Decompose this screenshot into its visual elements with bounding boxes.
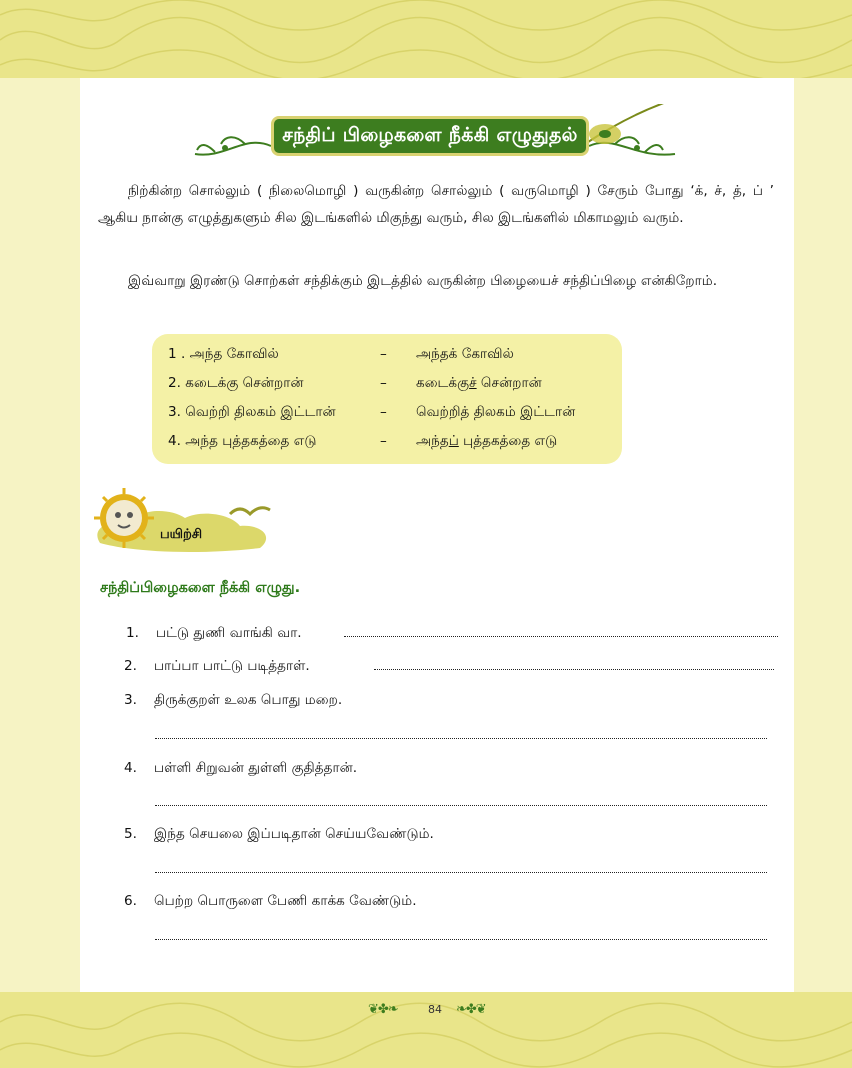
exercise-heading: சந்திப்பிழைகளை நீக்கி எழுது. <box>100 580 301 596</box>
example-correct: கடைக்குச் சென்றான் <box>416 375 542 391</box>
question-number: 2. <box>124 658 137 674</box>
title-banner <box>185 104 685 170</box>
definition-text: இவ்வாறு இரண்டு சொற்கள் சந்திக்கும் இடத்தில் வருகின்ற பிழையைச் சந்திப்பிழை என்கிறோம். <box>128 273 718 289</box>
intro-text: நிற்கின்ற சொல்லும் ( நிலைமொழி ) வருகின்ற சொல்லும் ( வருமொழி ) சேரும் போது ‘க், ச், த், ப் ’ ஆகிய நான்கு எழுத்துகளும் சில இடங்களில் மிகுந்து வரும், சில இடங்களில் மிகாமலும் வரும். <box>98 183 774 226</box>
example-row <box>152 398 622 426</box>
leaf-pattern-bottom <box>0 992 852 1068</box>
page-number: 84 <box>428 1003 442 1016</box>
question-number: 6. <box>124 893 137 909</box>
example-wrong: 1 . அந்த கோவில் <box>168 346 279 362</box>
practice-label: பயிற்சி <box>160 527 203 542</box>
bottom-decorative-band <box>0 992 852 1068</box>
question-text: பள்ளி சிறுவன் துள்ளி குதித்தான். <box>154 760 358 776</box>
bird-icon <box>230 508 270 514</box>
question-text: பட்டு துணி வாங்கி வா. <box>156 625 302 641</box>
example-correct: அந்தப் புத்தகத்தை எடு <box>416 433 558 449</box>
example-wrong: 2. கடைக்கு சென்றான் <box>168 375 304 391</box>
answer-line[interactable] <box>344 636 778 637</box>
definition-paragraph <box>98 268 774 295</box>
leaf-pattern-top <box>0 0 852 78</box>
example-correct: அந்தக் கோவில் <box>416 346 514 362</box>
left-page-ornament-icon: ❦✤❧ <box>368 1002 398 1017</box>
right-margin <box>794 78 852 992</box>
example-dash: – <box>380 433 387 449</box>
question-text: திருக்குறள் உலக பொது மறை. <box>154 692 343 708</box>
example-dash: – <box>380 346 387 362</box>
question-number: 3. <box>124 692 137 708</box>
examples-box <box>152 334 622 464</box>
practice-badge <box>90 488 280 558</box>
question-text: பெற்ற பொருளை பேணி காக்க வேண்டும். <box>154 893 417 909</box>
example-row <box>152 427 622 455</box>
example-row <box>152 340 622 368</box>
answer-line[interactable] <box>155 872 767 873</box>
example-wrong: 3. வெற்றி திலகம் இட்டான் <box>168 404 336 420</box>
cloud-sun-icon <box>90 488 280 558</box>
left-margin <box>0 78 80 992</box>
answer-line[interactable] <box>155 939 767 940</box>
page-title: சந்திப் பிழைகளை நீக்கி எழுதுதல் <box>271 116 589 156</box>
example-dash: – <box>380 404 387 420</box>
top-decorative-band <box>0 0 852 78</box>
example-wrong: 4. அந்த புத்தகத்தை எடு <box>168 433 317 449</box>
answer-line[interactable] <box>374 669 774 670</box>
question-number: 1. <box>126 625 139 641</box>
right-page-ornament-icon: ❧✤❦ <box>456 1002 486 1017</box>
example-dash: – <box>380 375 387 391</box>
answer-line[interactable] <box>155 738 767 739</box>
example-row <box>152 369 622 397</box>
example-correct: வெற்றித் திலகம் இட்டான் <box>416 404 576 420</box>
intro-paragraph <box>98 178 774 232</box>
question-text: பாப்பா பாட்டு படித்தாள். <box>154 658 310 674</box>
question-number: 5. <box>124 826 137 842</box>
answer-line[interactable] <box>155 805 767 806</box>
question-number: 4. <box>124 760 137 776</box>
question-text: இந்த செயலை இப்படிதான் செய்யவேண்டும். <box>154 826 434 842</box>
